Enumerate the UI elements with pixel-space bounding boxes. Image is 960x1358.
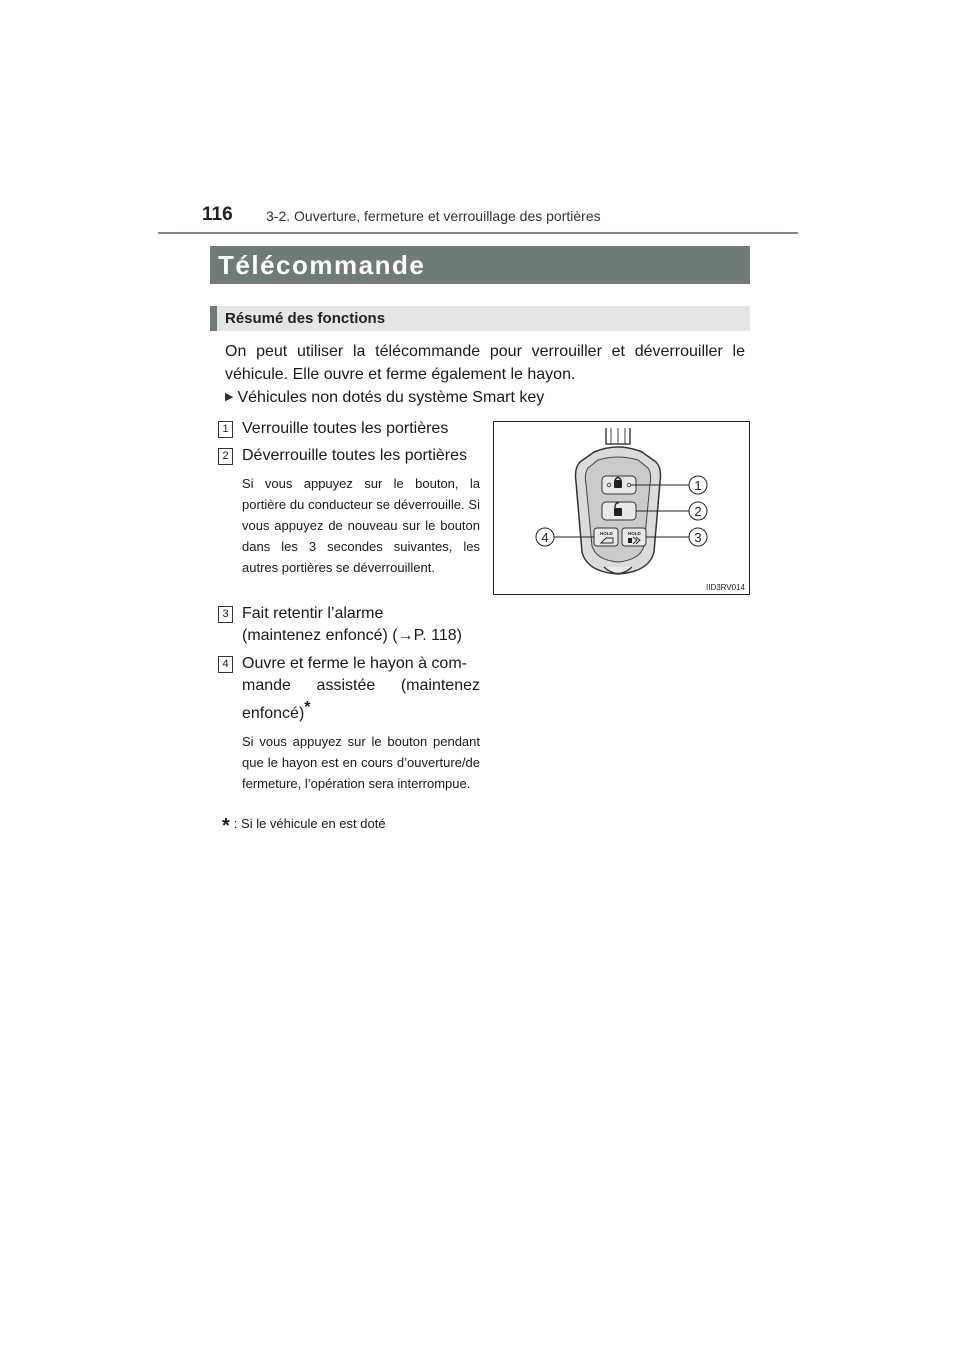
arrow-right-icon: →: [397, 627, 414, 644]
section-heading: Résumé des fonctions: [225, 310, 386, 327]
remote-key-drawing: [494, 422, 749, 594]
item-text: [242, 653, 480, 725]
asterisk-marker: *: [304, 699, 311, 716]
variant-label: Véhicules non dotés du système Smart key: [237, 389, 545, 406]
item-number-badge: 2: [218, 448, 233, 465]
item-text-line: Ouvre et ferme le hayon à com-: [242, 655, 467, 672]
footnote-asterisk: *: [222, 815, 230, 837]
title-banner: [210, 246, 750, 284]
triangle-bullet-icon: ▶: [225, 391, 234, 403]
item-number-badge: 4: [218, 656, 233, 673]
callout-1: 1: [694, 478, 702, 493]
item-text-line: mande assistée (maintenez: [242, 677, 480, 694]
item-text-line: [242, 697, 480, 725]
hold-label: HOLD: [628, 531, 641, 536]
item-number-badge: 3: [218, 606, 233, 623]
page-title: Télécommande: [218, 250, 426, 280]
item-text-segment: enfoncé): [242, 705, 305, 722]
item-number-badge: 1: [218, 421, 233, 438]
callout-2: 2: [694, 504, 702, 519]
item-text-line: Fait retentir l’alarme: [242, 605, 384, 622]
item-text: Déverrouille toutes les portières: [242, 447, 467, 464]
remote-key-illustration: [493, 421, 750, 595]
item-text: [242, 603, 480, 647]
list-item-3: [218, 603, 480, 647]
item-text-segment: (maintenez enfoncé) (: [242, 627, 398, 644]
footnote-text: : Si le véhicule en est doté: [233, 816, 386, 831]
page-header: [158, 204, 798, 234]
item-text-line: [242, 625, 480, 647]
hold-label: HOLD: [600, 531, 613, 536]
list-item-1: [218, 418, 480, 440]
page-reference: P. 118): [413, 627, 462, 644]
variant-heading: [225, 389, 544, 407]
section-heading-bar: [210, 306, 750, 331]
item-note: Si vous appuyez sur le bouton, la portière du conducteur se déverrouille. Si vous appuyez de nouveau sur le bouton dans les 3 secondes suivantes, les autres portières se déverrouillent.: [242, 476, 480, 575]
list-item-2: [218, 445, 480, 578]
intro-paragraph: On peut utiliser la télécommande pour verrouiller et déverrouiller le véhicule. Elle ouvre et ferme également le hayon.: [225, 343, 745, 383]
item-text: Verrouille toutes les portières: [242, 420, 449, 437]
chapter-title: 3-2. Ouverture, fermeture et verrouillage des portières: [266, 208, 601, 224]
header-divider: [158, 232, 798, 234]
page-number: 116: [202, 204, 233, 225]
figure-code: IID3RV014: [706, 583, 745, 592]
callout-3: 3: [694, 530, 702, 545]
callout-4: 4: [541, 530, 549, 545]
list-item-4: [218, 653, 480, 794]
footnote: [222, 815, 386, 838]
item-note: Si vous appuyez sur le bouton pendant que le hayon est en cours d’ouverture/de fermeture, l’opération sera interrompue.: [242, 734, 480, 791]
